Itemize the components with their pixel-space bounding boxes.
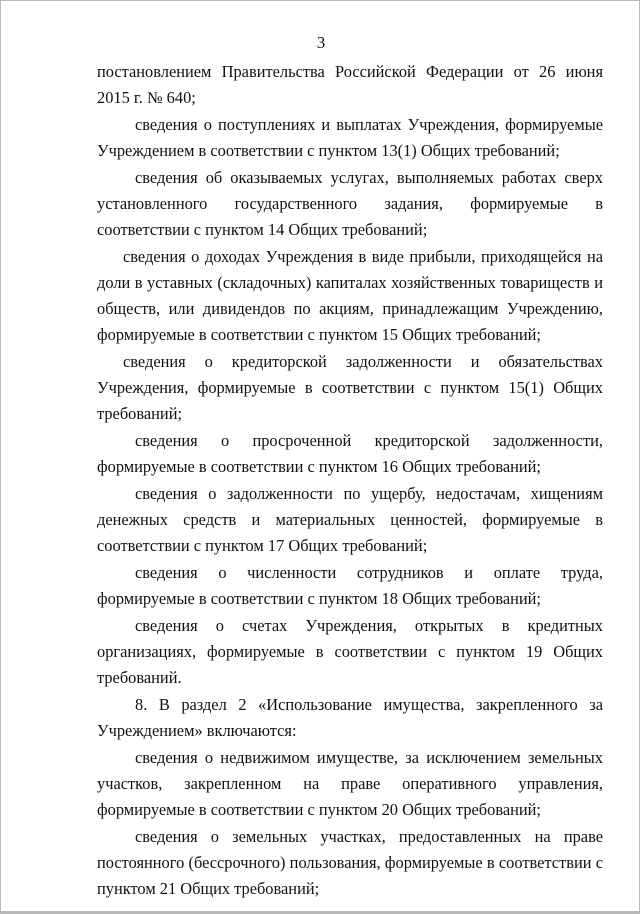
- paragraph: сведения о численности сотрудников и оплате труда, формируемые в соответствии с пунктом 18 Общих требований;: [97, 563, 603, 608]
- paragraph: сведения об оказываемых услугах, выполняемых работах сверх установленного государственного задания, формируемые в соответствии с пунктом 14 Общих требований;: [97, 168, 603, 239]
- document-body: [97, 59, 603, 903]
- paragraph: сведения о просроченной кредиторской задолженности, формируемые в соответствии с пунктом 16 Общих требований;: [97, 431, 603, 476]
- paragraph: сведения о счетах Учреждения, открытых в кредитных организациях, формируемые в соответствии с пунктом 19 Общих требований.: [97, 616, 603, 687]
- paragraph-continuation: постановлением Правительства Российской Федерации от 26 июня 2015 г. № 640;: [97, 62, 603, 107]
- paragraph: сведения о поступлениях и выплатах Учреждения, формируемые Учреждением в соответствии с пунктом 13(1) Общих требований;: [97, 115, 603, 160]
- paragraph: сведения о доходах Учреждения в виде прибыли, приходящейся на доли в уставных (складочных) капиталах хозяйственных товариществ и обществ, или дивидендов по акциям, принадлежащим Учреждению, формируемые в соответствии с пунктом 15 Общих требований;: [97, 247, 603, 344]
- paragraph: сведения о кредиторской задолженности и обязательствах Учреждения, формируемые в соответствии с пунктом 15(1) Общих требований;: [97, 352, 603, 423]
- section-heading-paragraph: 8. В раздел 2 «Использование имущества, закрепленного за Учреждением» включаются:: [97, 695, 603, 740]
- paragraph: сведения о задолженности по ущербу, недостачам, хищениям денежных средств и материальных ценностей, формируемые в соответствии с пунктом 17 Общих требований;: [97, 484, 603, 555]
- paragraph: сведения о недвижимом имуществе, за исключением земельных участков, закрепленном на праве оперативного управления, формируемые в соответствии с пунктом 20 Общих требований;: [97, 748, 603, 819]
- page-number: 3: [316, 33, 326, 52]
- paragraph: сведения о земельных участках, предоставленных на праве постоянного (бессрочного) пользования, формируемые в соответствии с пунктом 21 Общих требований;: [97, 827, 603, 898]
